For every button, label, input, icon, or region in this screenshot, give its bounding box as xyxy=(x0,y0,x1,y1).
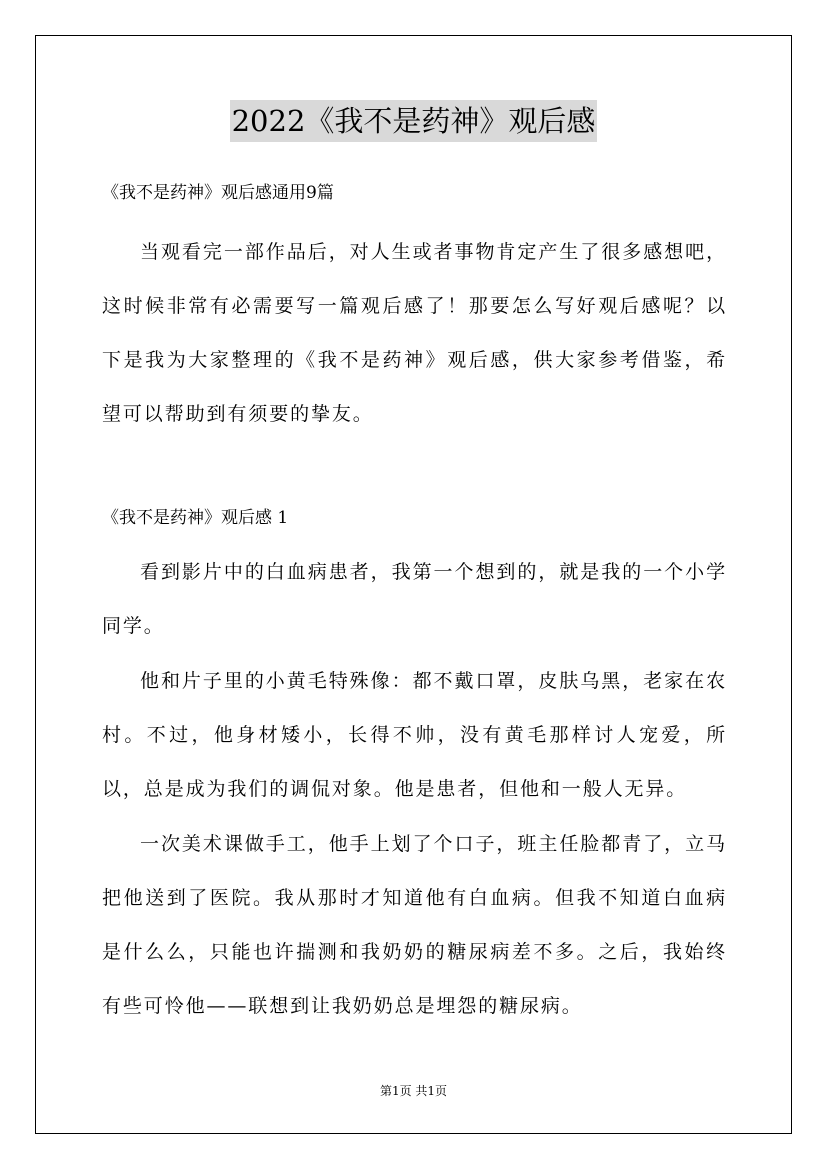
body-paragraph-3[interactable]: 一次美术课做手工，他手上划了个口子，班主任脸都青了，立马把他送到了医院。我从那时才知道他有白血病。但我不知道白血病是什么么，只能也许揣测和我奶奶的糖尿病差不多。之后，我始终有些可怜他——联想到让我奶奶总是埋怨的糖尿病。 xyxy=(102,833,727,1017)
page-footer: 第1页 共1页 xyxy=(379,1084,448,1098)
document-title[interactable]: 2022《我不是药神》观后感 xyxy=(230,100,598,142)
title-container xyxy=(0,100,827,142)
document-subtitle[interactable]: 《我不是药神》观后感通用9篇 xyxy=(102,183,334,203)
body-paragraph-2[interactable]: 他和片子里的小黄毛特殊像：都不戴口罩，皮肤乌黑，老家在农村。不过，他身材矮小，长得不帅，没有黄毛那样讨人宠爱，所以，总是成为我们的调侃对象。他是患者，但他和一般人无异。 xyxy=(102,670,727,800)
intro-paragraph[interactable]: 当观看完一部作品后，对人生或者事物肯定产生了很多感想吧，这时候非常有必需要写一篇观后感了！那要怎么写好观后感呢？以下是我为大家整理的《我不是药神》观后感，供大家参考借鉴，希望可以帮助到有须要的挚友。 xyxy=(102,241,727,425)
body-paragraph-1[interactable]: 看到影片中的白血病患者，我第一个想到的，就是我的一个小学同学。 xyxy=(102,561,727,637)
section-heading[interactable]: 《我不是药神》观后感 1 xyxy=(102,508,289,528)
